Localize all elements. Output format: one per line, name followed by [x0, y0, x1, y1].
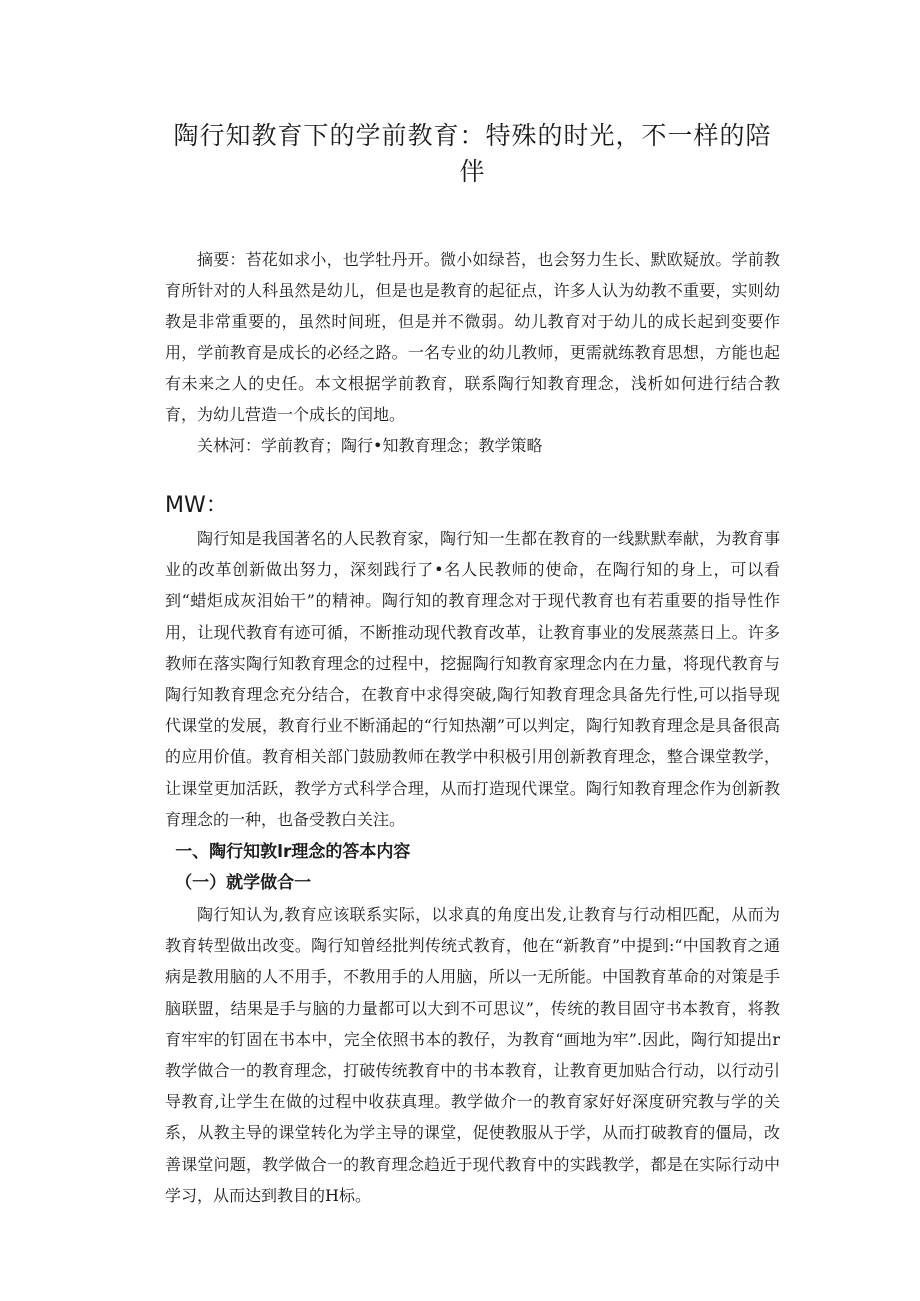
- intro-heading: MW：: [165, 493, 228, 518]
- sub-heading: （一）就学做合一: [175, 873, 312, 894]
- section-paragraph: 陶行知认为,教育应该联系实际，以求真的角度出发,让教育与行动相匹配，从而为教育转型做出改变。陶行知曾经批判传统式教育，他在“新教育”中提到:“中国教育之通病是教用脑的人不用手，不教用手的人用脑，所以一无所能。中国教育革命的对策是手脑联盟，结果是手与脑的力量都可以大到不可思议”，传统的教目固守书本教育，将教育牢牢的钉固在书本中，完全依照书本的教仔，为教育“画地为牢”.因此，陶行知提出r教学做合一的教育理念，打破传统教育中的书本教育，让教育更加贴合行动，以行动引导教育,让学生在做的过程中收获真理。教学做介一的教育家好好深度研究教与学的关系，从教主导的课堂转化为学主导的课堂，促使教服从于学，从而打破教育的僵局，改善课堂问题，教学做合一的教育理念趋近于现代教育中的实践教学，都是在实际行动中学习，从而达到教目的H标。: [165, 905, 780, 1205]
- section-heading: 一、陶行知敦lr理念的答本内容: [175, 842, 411, 863]
- keywords-line: 关林河：学前教育；陶行•知教育理念；教学策略: [197, 436, 543, 455]
- abstract-paragraph: 摘要：苔花如求小，也学牡丹开。微小如绿苔，也会努力生长、默欧疑放。学前教育所针对的人科虽然是幼儿，但是也是教育的起征点，许多人认为幼教不重要，实则幼教是非常重要的，虽然时间班，但是并不微弱。幼儿教育对于幼儿的成长起到变要作用，学前教育是成长的必经之路。一名专业的幼儿教师，更需就练教育思想，方能也起有未来之人的史任。本文根据学前教育，联系陶行知教育理念，浅析如何进行结合教育，为幼儿营造一个成长的闰地。: [165, 250, 780, 424]
- intro-paragraph: 陶行知是我国著名的人民教育家，陶行知一生都在教育的一线默默奉献，为教育事业的改革创新做出努力，深刻践行了•名人民教师的使命，在陶行知的身上，可以看到“蜡炬成灰泪始干”的精神。陶行知的教育理念对于现代教育也有若重要的指导性作用，让现代教育有迹可循，不断推动现代教育改革，让教育事业的发展蒸蒸日上。许多教师在落实陶行知教育理念的过程中，挖掘陶行知教育家理念内在力量，将现代教育与陶行知教育理念充分结合，在教育中求得突破,陶行知教育理念具备先行性,可以指导现代课堂的发展，教育行业不断涌起的“行知热潮”可以判定，陶行知教育理念是具备很高的应用价值。教育相关部门鼓励教师在教学中积极引用创新教育理念，整合课堂教学，让课堂更加活跃，教学方式科学合理，从而打造现代课堂。陶行知教育理念作为创新教育理念的一种，也备受教白关注。: [165, 529, 780, 829]
- document-title: 陶行知教育下的学前教育：特殊的时光，不一样的陪伴: [173, 121, 772, 186]
